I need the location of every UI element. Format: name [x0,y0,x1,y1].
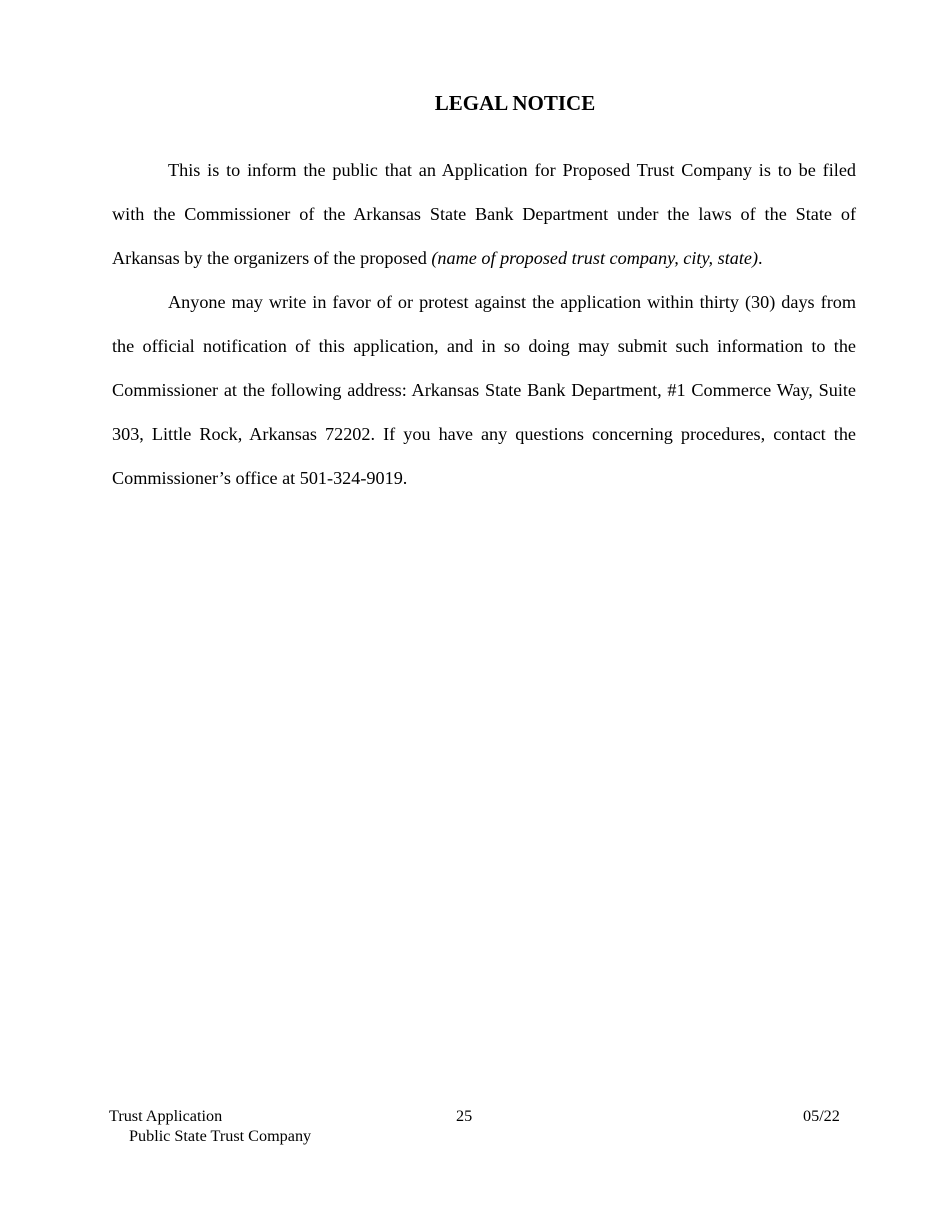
paragraph-1-italic: (name of proposed trust company, city, state) [431,248,759,268]
footer-company-name: Public State Trust Company [129,1127,312,1145]
footer-date: 05/22 [803,1107,840,1125]
paragraph-1 [112,148,856,280]
paragraph-1-text: This is to inform the public that an Application for Proposed Trust Company is to be filed with the Commissioner of the Arkansas State Bank Department under the laws of the State of Arkansas by the organizers of the proposed [112,160,856,268]
notice-body [112,148,856,500]
paragraph-1-end: . [758,248,763,268]
page-number: 25 [456,1107,473,1125]
footer-left [109,1106,311,1146]
footer-document-name: Trust Application [109,1107,223,1125]
paragraph-2: Anyone may write in favor of or protest against the application within thirty (30) days from the official notification of this application, and in so doing may submit such information to the Commissioner at the following address: Arkansas State Bank Department, #1 Commerce Way, Suite 303, Little Rock, Arkansas 72202. If you have any questions concerning procedures, contact the Commissioner’s office at 501-324-9019. [112,292,856,488]
page-title: LEGAL NOTICE [434,91,596,115]
